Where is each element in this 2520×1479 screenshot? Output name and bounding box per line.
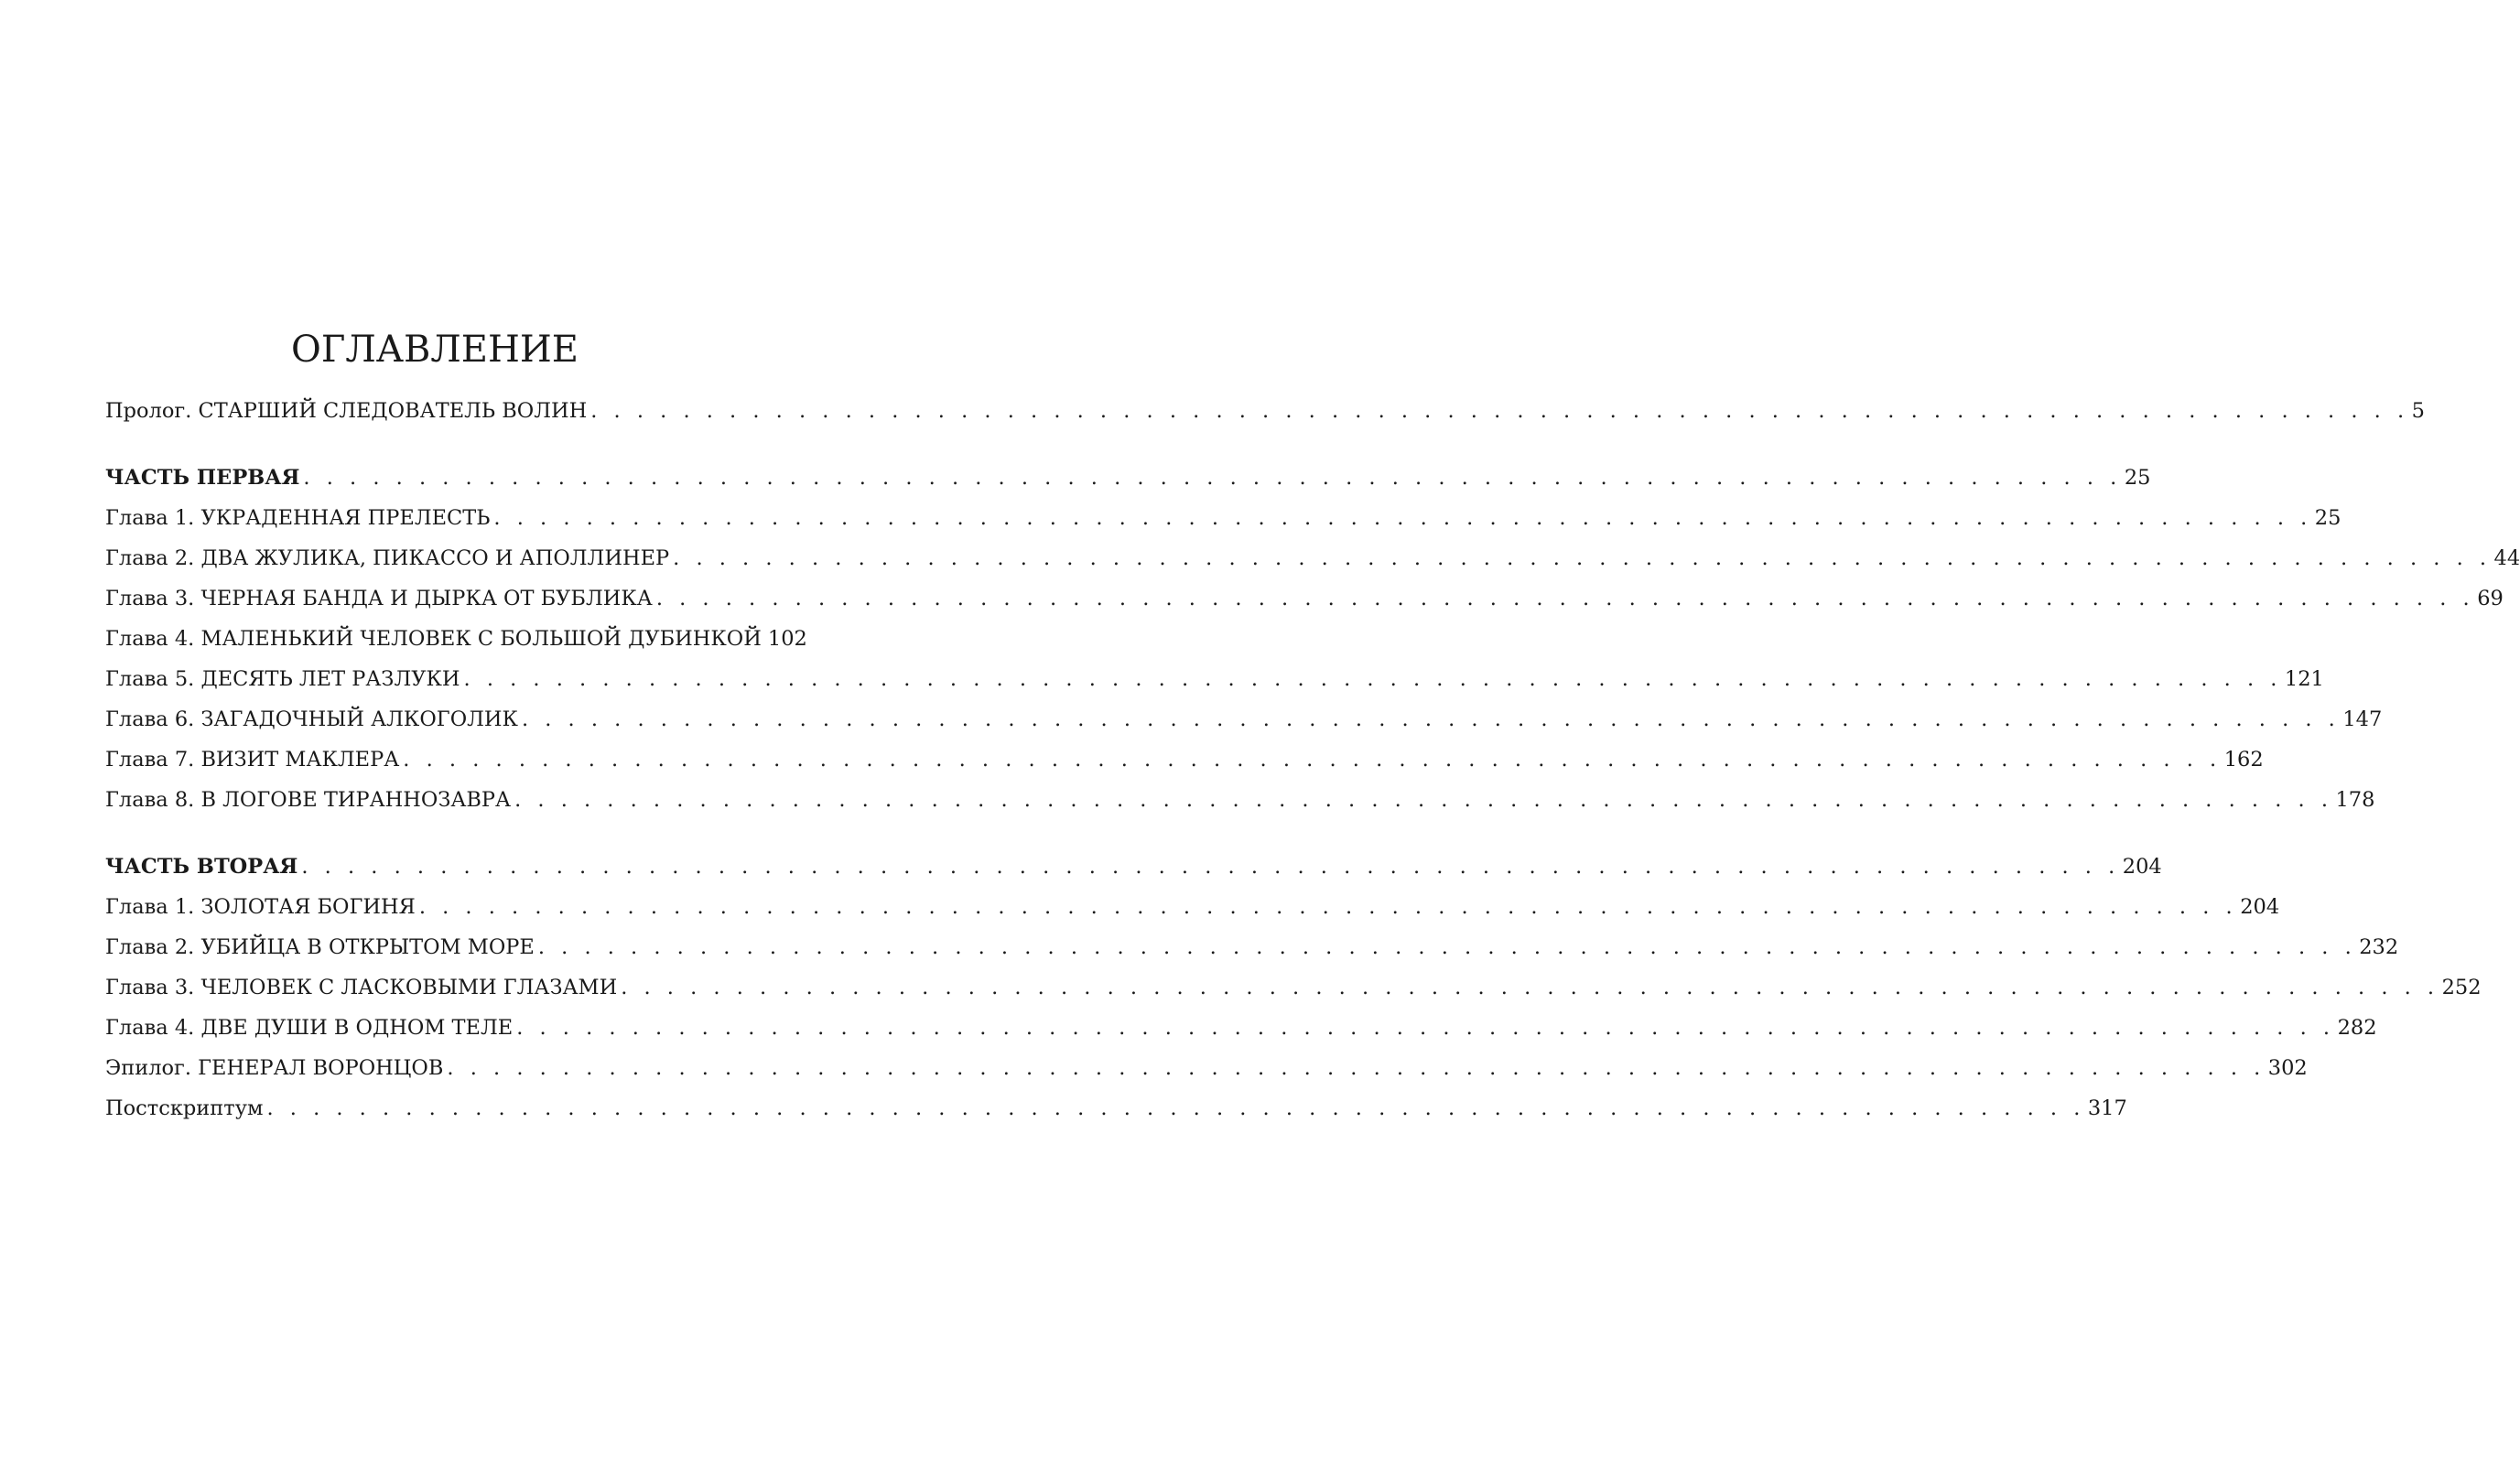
toc-entry-chapter — [105, 784, 2375, 815]
toc-entry-chapter — [105, 932, 2399, 963]
toc-entry-page: 5 — [2411, 399, 2425, 423]
toc-entry-postscript — [105, 1093, 2127, 1124]
toc-entry-leader: . . . . . . . . . . . . . . . . . . . . . . . . . . . . . . . . . . . . . . . . . . . . . . . . . . . . . . . . . . . . . . . . . . . . . . . . . . . . . . . — [403, 748, 2222, 772]
toc-entry-label: Глава 6. ЗАГАДОЧНЫЙ АЛКОГОЛИК — [105, 707, 518, 731]
toc-entry-leader: . . . . . . . . . . . . . . . . . . . . . . . . . . . . . . . . . . . . . . . . . . . . . . . . . . . . . . . . . . . . . . . . . . . . . . . . . . . . . . . — [537, 935, 2357, 959]
toc-entry-label: Глава 3. ЧЕРНАЯ БАНДА И ДЫРКА ОТ БУБЛИКА — [105, 587, 653, 610]
toc-entry-label: Глава 1. УКРАДЕННАЯ ПРЕЛЕСТЬ — [105, 506, 491, 530]
toc-entry-prologue — [105, 395, 2425, 426]
toc-entry-page: 44 — [2493, 546, 2520, 570]
toc-entry-page: 69 — [2477, 587, 2504, 610]
toc-entry-page: 178 — [2335, 788, 2375, 812]
toc-entry-label: ЧАСТЬ ВТОРАЯ — [105, 855, 298, 879]
toc-entry-label: Глава 2. УБИЙЦА В ОТКРЫТОМ МОРЕ — [105, 935, 535, 959]
toc-entry-part-two — [105, 851, 2162, 882]
toc-entry-part-one — [105, 462, 2151, 493]
toc-entry-label: Пролог. СТАРШИЙ СЛЕДОВАТЕЛЬ ВОЛИН — [105, 399, 588, 423]
toc-entry-chapter — [105, 704, 2383, 735]
toc-entry-page: 121 — [2284, 667, 2324, 691]
toc-entry-chapter — [105, 972, 2482, 1003]
toc-entry-leader: . . . . . . . . . . . . . . . . . . . . . . . . . . . . . . . . . . . . . . . . . . . . . . . . . . . . . . . . . . . . . . . . . . . . . . . . . . . . . . . — [655, 587, 2475, 610]
toc-entry-leader: . . . . . . . . . . . . . . . . . . . . . . . . . . . . . . . . . . . . . . . . . . . . . . . . . . . . . . . . . . . . . . . . . . . . . . . . . . . . . . . — [673, 546, 2492, 570]
toc-entry-page: 282 — [2337, 1016, 2377, 1040]
toc-entry-chapter — [105, 664, 2324, 695]
toc-entry-label: Глава 4. ДВЕ ДУШИ В ОДНОМ ТЕЛЕ — [105, 1016, 514, 1040]
toc-entry-page: 25 — [2124, 466, 2151, 490]
toc-entry-chapter — [105, 583, 2504, 614]
toc-entry-leader: . . . . . . . . . . . . . . . . . . . . . . . . . . . . . . . . . . . . . . . . . . . . . . . . . . . . . . . . . . . . . . . . . . . . . . . . . . . . . . . — [493, 506, 2312, 530]
toc-entry-label: Глава 4. МАЛЕНЬКИЙ ЧЕЛОВЕК С БОЛЬШОЙ ДУБИНКОЙ — [105, 627, 762, 651]
toc-entry-leader: . . . . . . . . . . . . . . . . . . . . . . . . . . . . . . . . . . . . . . . . . . . . . . . . . . . . . . . . . . . . . . . . . . . . . . . . . . . . . . . — [621, 976, 2439, 999]
toc-entry-label: Глава 5. ДЕСЯТЬ ЛЕТ РАЗЛУКИ — [105, 667, 460, 691]
toc-entry-page: 162 — [2223, 748, 2264, 772]
toc-entry-epilogue — [105, 1053, 2308, 1084]
toc-entry-chapter — [105, 744, 2264, 775]
toc-entry-chapter — [105, 1012, 2377, 1043]
toc-entry-leader: . . . . . . . . . . . . . . . . . . . . . . . . . . . . . . . . . . . . . . . . . . . . . . . . . . . . . . . . . . . . . . . . . . . . . . . . . . . . . . . — [447, 1056, 2266, 1080]
toc-entry-leader: . . . . . . . . . . . . . . . . . . . . . . . . . . . . . . . . . . . . . . . . . . . . . . . . . . . . . . . . . . . . . . . . . . . . . . . . . . . . . . . — [301, 855, 2120, 879]
toc-entry-label: Глава 1. ЗОЛОТАЯ БОГИНЯ — [105, 895, 416, 919]
toc-entry-leader: . . . . . . . . . . . . . . . . . . . . . . . . . . . . . . . . . . . . . . . . . . . . . . . . . . . . . . . . . . . . . . . . . . . . . . . . . . . . . . . — [303, 466, 2122, 490]
toc-entry-label: Глава 3. ЧЕЛОВЕК С ЛАСКОВЫМИ ГЛАЗАМИ — [105, 976, 618, 999]
toc-entry-leader: . . . . . . . . . . . . . . . . . . . . . . . . . . . . . . . . . . . . . . . . . . . . . . . . . . . . . . . . . . . . . . . . . . . . . . . . . . . . . . . — [514, 788, 2333, 812]
toc-entry-page: 25 — [2314, 506, 2342, 530]
toc-entry-chapter — [105, 891, 2280, 923]
toc-entry-page: 147 — [2342, 707, 2383, 731]
toc-entry-leader: . . . . . . . . . . . . . . . . . . . . . . . . . . . . . . . . . . . . . . . . . . . . . . . . . . . . . . . . . . . . . . . . . . . . . . . . . . . . . . . — [266, 1096, 2085, 1120]
toc-entry-label: Эпилог. ГЕНЕРАЛ ВОРОНЦОВ — [105, 1056, 444, 1080]
toc-entry-chapter — [105, 502, 2342, 534]
toc-entry-chapter — [105, 623, 807, 654]
toc-entry-page: 204 — [2122, 855, 2162, 879]
toc-entry-page: 232 — [2359, 935, 2399, 959]
toc-entry-leader: . . . . . . . . . . . . . . . . . . . . . . . . . . . . . . . . . . . . . . . . . . . . . . . . . . . . . . . . . . . . . . . . . . . . . . . . . . . . . . . — [418, 895, 2238, 919]
toc-entry-leader: . . . . . . . . . . . . . . . . . . . . . . . . . . . . . . . . . . . . . . . . . . . . . . . . . . . . . . . . . . . . . . . . . . . . . . . . . . . . . . . — [516, 1016, 2335, 1040]
toc-entry-leader: . . . . . . . . . . . . . . . . . . . . . . . . . . . . . . . . . . . . . . . . . . . . . . . . . . . . . . . . . . . . . . . . . . . . . . . . . . . . . . . — [463, 667, 2282, 691]
toc-entry-page: 252 — [2441, 976, 2482, 999]
toc-entry-label: Глава 2. ДВА ЖУЛИКА, ПИКАССО И АПОЛЛИНЕР — [105, 546, 670, 570]
toc-entry-chapter — [105, 543, 2520, 574]
toc-entry-page: 302 — [2267, 1056, 2308, 1080]
toc-entry-leader: . . . . . . . . . . . . . . . . . . . . . . . . . . . . . . . . . . . . . . . . . . . . . . . . . . . . . . . . . . . . . . . . . . . . . . . . . . . . . . . — [590, 399, 2409, 423]
toc-entry-page: 102 — [767, 627, 807, 651]
toc-entry-leader: . . . . . . . . . . . . . . . . . . . . . . . . . . . . . . . . . . . . . . . . . . . . . . . . . . . . . . . . . . . . . . . . . . . . . . . . . . . . . . . — [521, 707, 2341, 731]
toc-entry-page: 317 — [2087, 1096, 2127, 1120]
toc-entry-label: Глава 7. ВИЗИТ МАКЛЕРА — [105, 748, 400, 772]
toc-entry-label: Постскриптум — [105, 1096, 264, 1120]
toc-entry-label: ЧАСТЬ ПЕРВАЯ — [105, 466, 300, 490]
page-title: ОГЛАВЛЕНИЕ — [291, 329, 579, 371]
toc-entry-label: Глава 8. В ЛОГОВЕ ТИРАННОЗАВРА — [105, 788, 512, 812]
toc-entry-page: 204 — [2240, 895, 2280, 919]
